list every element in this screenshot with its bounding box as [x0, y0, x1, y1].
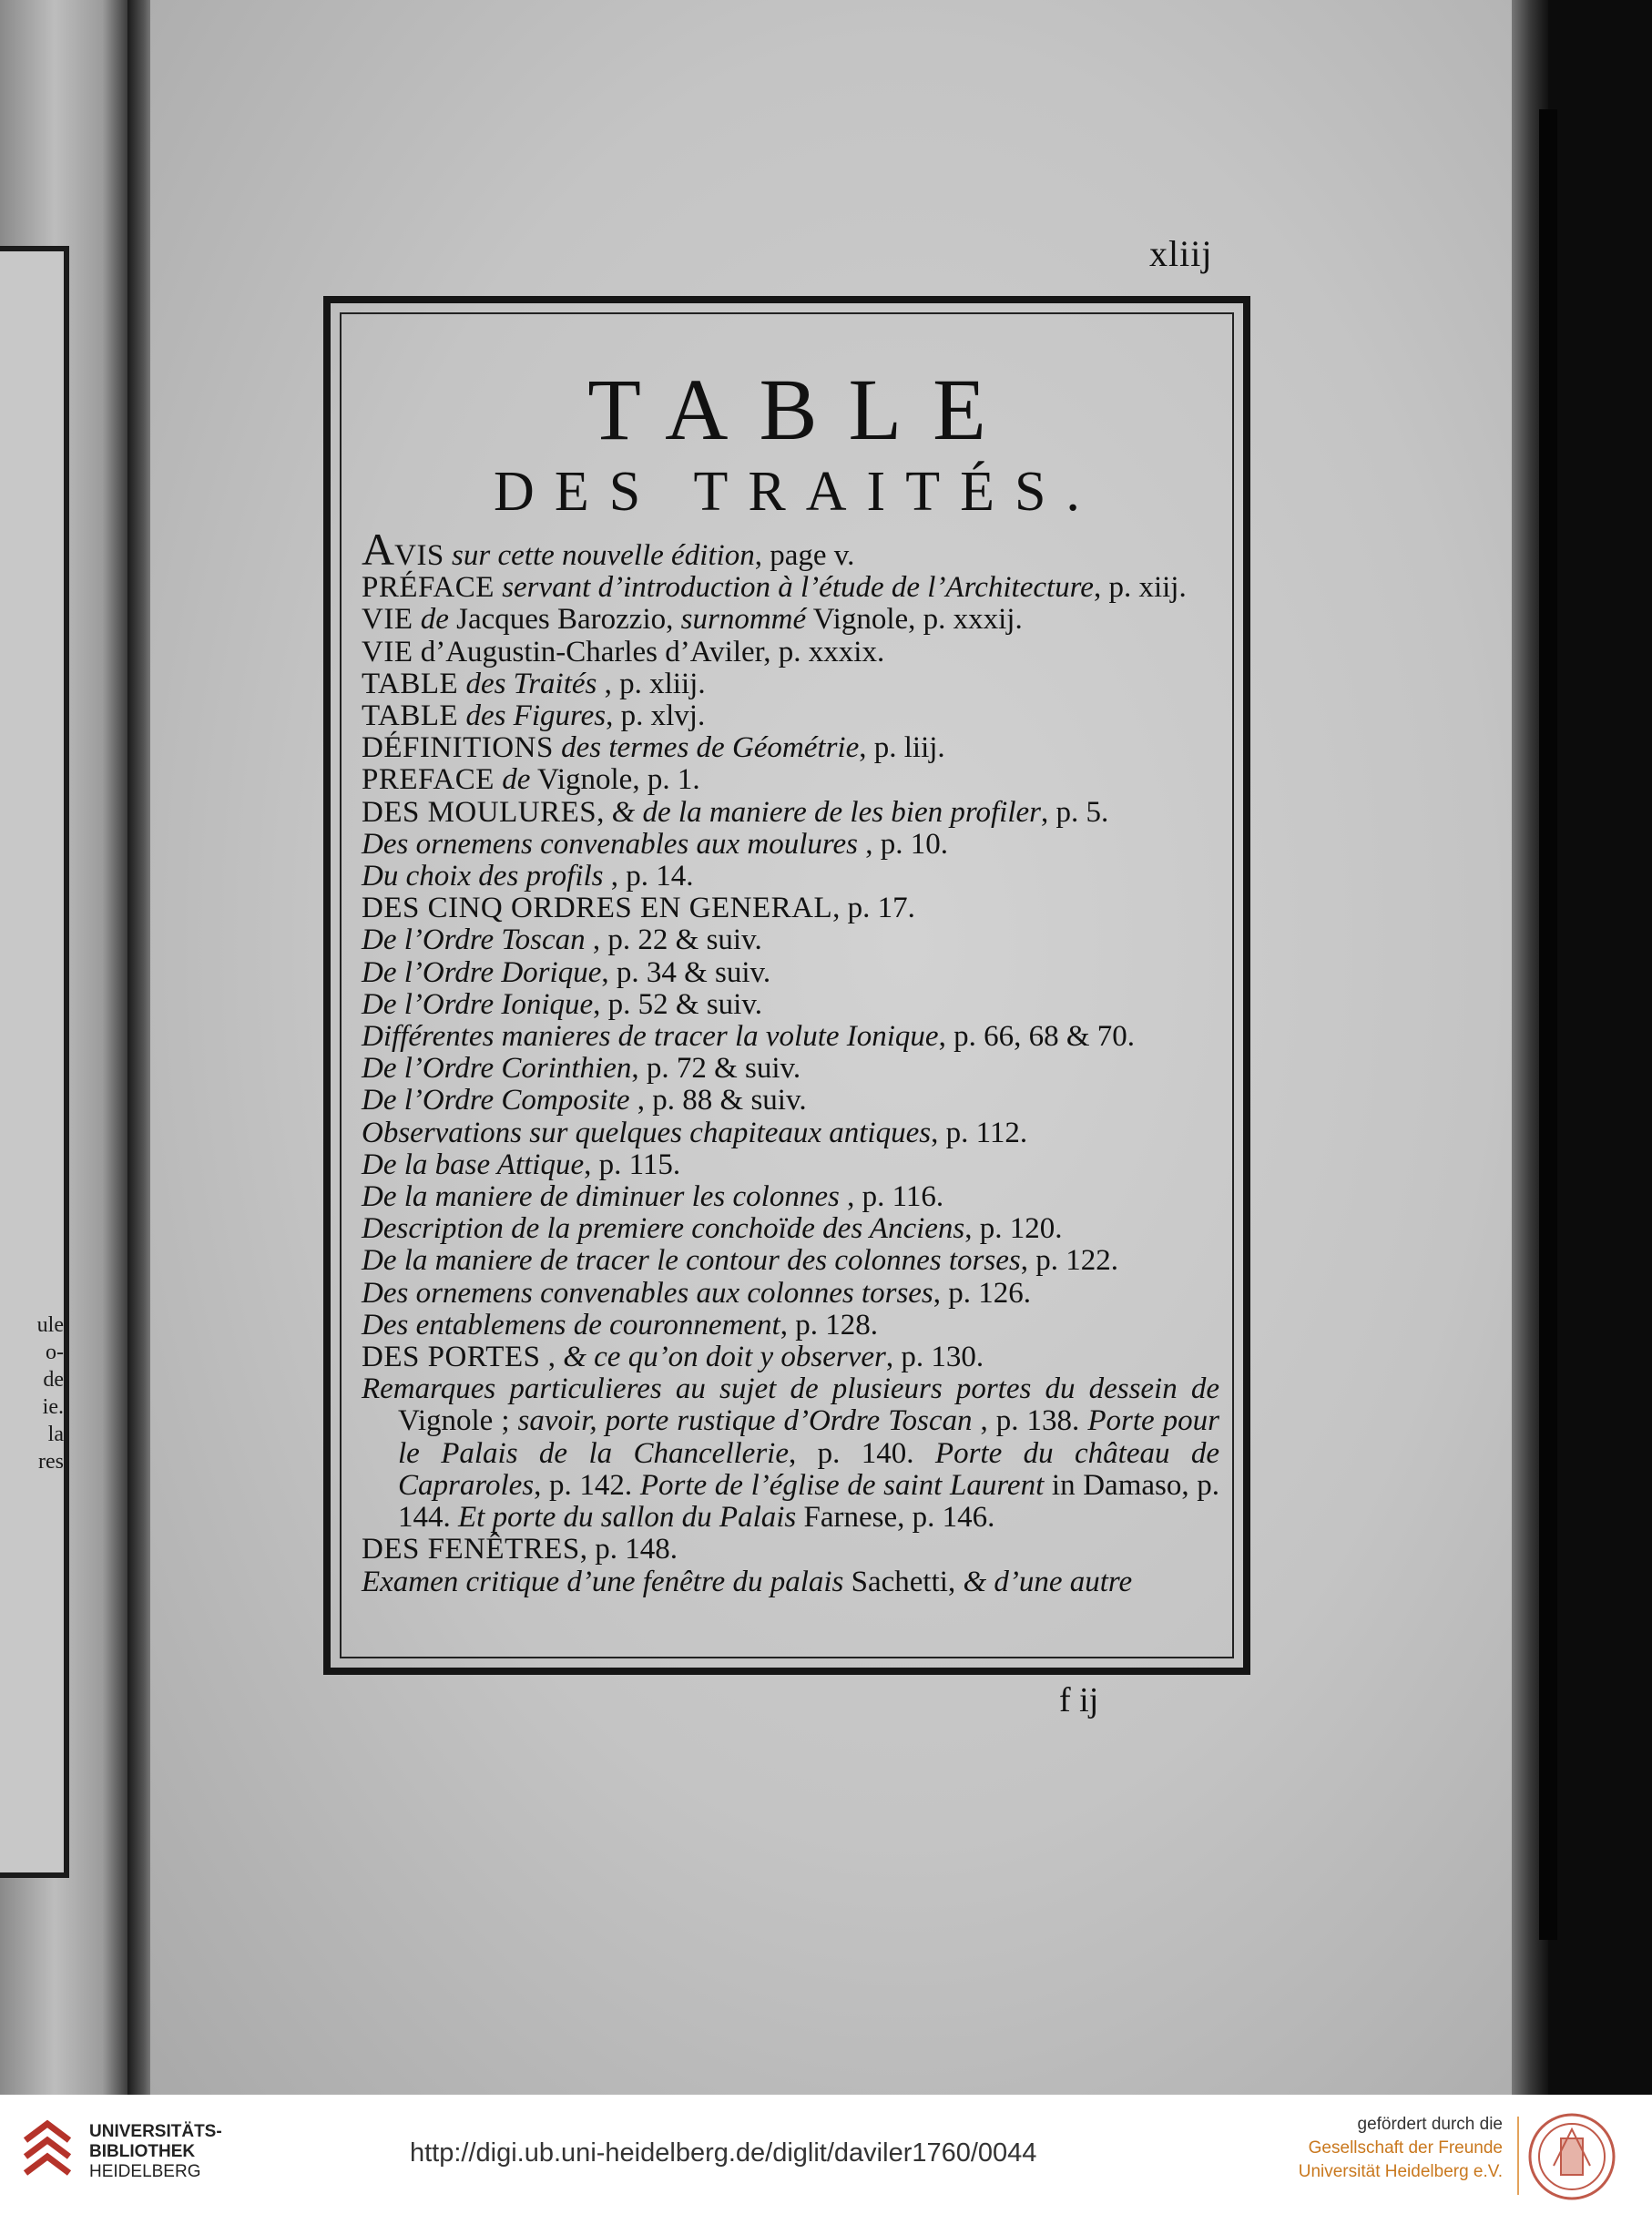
toc-entry: De l’Ordre Corinthien, p. 72 & suiv.: [362, 1052, 801, 1086]
toc-entry: PREFACE de Vignole, p. 1.: [362, 763, 700, 797]
footer-divider: [1517, 2117, 1519, 2195]
table-frame: [323, 296, 1250, 1675]
table-entries: [362, 524, 1220, 1598]
toc-entry: TABLE des Traités , p. xliij.: [362, 667, 706, 700]
toc-entry: De l’Ordre Toscan , p. 22 & suiv.: [362, 923, 762, 957]
university-library-logo-icon[interactable]: [20, 2115, 75, 2188]
toc-entry: DES CINQ ORDRES EN GENERAL, p. 17.: [362, 892, 915, 925]
toc-entry: De l’Ordre Ionique, p. 52 & suiv.: [362, 987, 762, 1021]
left-page: [0, 0, 137, 2095]
page-subtitle: DES TRAITÉS.: [494, 461, 1100, 523]
toc-entry-long: Remarques particulieres au sujet de plusieurs portes du dessein de Vignole ; savoir, porte rustique d’Ordre Toscan , p. 138. Porte pour le Palais de la Chancellerie, p. 140. Porte du château de Capraroles, p. 142. Porte de l’église de saint Laurent in Damaso, p. 144. Et porte du sallon du Palais Farnese, p. 146.: [362, 1372, 1220, 1535]
toc-entry: De la maniere de tracer le contour des colonnes torses, p. 122.: [362, 1244, 1118, 1278]
toc-entry: De l’Ordre Dorique, p. 34 & suiv.: [362, 955, 771, 989]
toc-entry: VIE de Jacques Barozzio, surnommé Vignole, p. xxxij.: [362, 603, 1023, 637]
toc-entry: Examen critique d’une fenêtre du palais Sachetti, & d’une autre: [362, 1565, 1133, 1598]
left-page-frame: [0, 246, 69, 1878]
left-margin-fragments: ule o- de ie. la res: [36, 1313, 64, 1474]
table-frame-inner: [340, 312, 1234, 1658]
toc-entry: VIE d’Augustin-Charles d’Aviler, p. xxxix.: [362, 635, 885, 668]
toc-entry: DES PORTES , & ce qu’on doit y observer, p. 130.: [362, 1341, 984, 1374]
cover-edge: [1539, 109, 1557, 1940]
page-title: TABLE: [587, 361, 1017, 458]
toc-entry: Des ornemens convenables aux colonnes torses, p. 126.: [362, 1276, 1032, 1310]
toc-entry: Observations sur quelques chapiteaux antiques, p. 112.: [362, 1116, 1028, 1149]
folio-number: xliij: [1149, 233, 1213, 274]
funding-note: gefördert durch die Gesellschaft der Freunde Universität Heidelberg e.V.: [1298, 2115, 1503, 2181]
toc-entry: DÉFINITIONS des termes de Géométrie, p. liij.: [362, 731, 945, 765]
institution-name: UNIVERSITÄTS- BIBLIOTHEK HEIDELBERG: [89, 2122, 222, 2181]
toc-entry: Différentes manieres de tracer la volute Ionique, p. 66, 68 & 70.: [362, 1020, 1135, 1054]
toc-entry: De la maniere de diminuer les colonnes , p. 116.: [362, 1180, 944, 1214]
toc-entry: AVIS sur cette nouvelle édition, page v.: [362, 524, 855, 575]
toc-entry: De l’Ordre Composite , p. 88 & suiv.: [362, 1084, 807, 1117]
signature-mark: f ij: [1059, 1681, 1099, 1719]
permalink-url[interactable]: http://digi.ub.uni-heidelberg.de/diglit/daviler1760/0044: [410, 2138, 1037, 2168]
toc-entry: DES FENÊTRES, p. 148.: [362, 1533, 678, 1566]
toc-entry: Description de la premiere conchoïde des Anciens, p. 120.: [362, 1212, 1063, 1246]
toc-entry: Des entablemens de couronnement, p. 128.: [362, 1308, 878, 1342]
toc-entry: De la base Attique, p. 115.: [362, 1148, 681, 1181]
university-seal-icon[interactable]: [1526, 2111, 1617, 2202]
toc-entry: PRÉFACE servant d’introduction à l’étude de l’Architecture, p. xiij.: [362, 571, 1187, 605]
toc-entry: DES MOULURES, & de la maniere de les bien profiler, p. 5.: [362, 795, 1109, 829]
toc-entry: Du choix des profils , p. 14.: [362, 860, 694, 893]
viewer-footer: [0, 2095, 1652, 2214]
toc-entry: Des ornemens convenables aux moulures , p. 10.: [362, 827, 948, 861]
toc-entry: TABLE des Figures, p. xlvj.: [362, 699, 706, 733]
